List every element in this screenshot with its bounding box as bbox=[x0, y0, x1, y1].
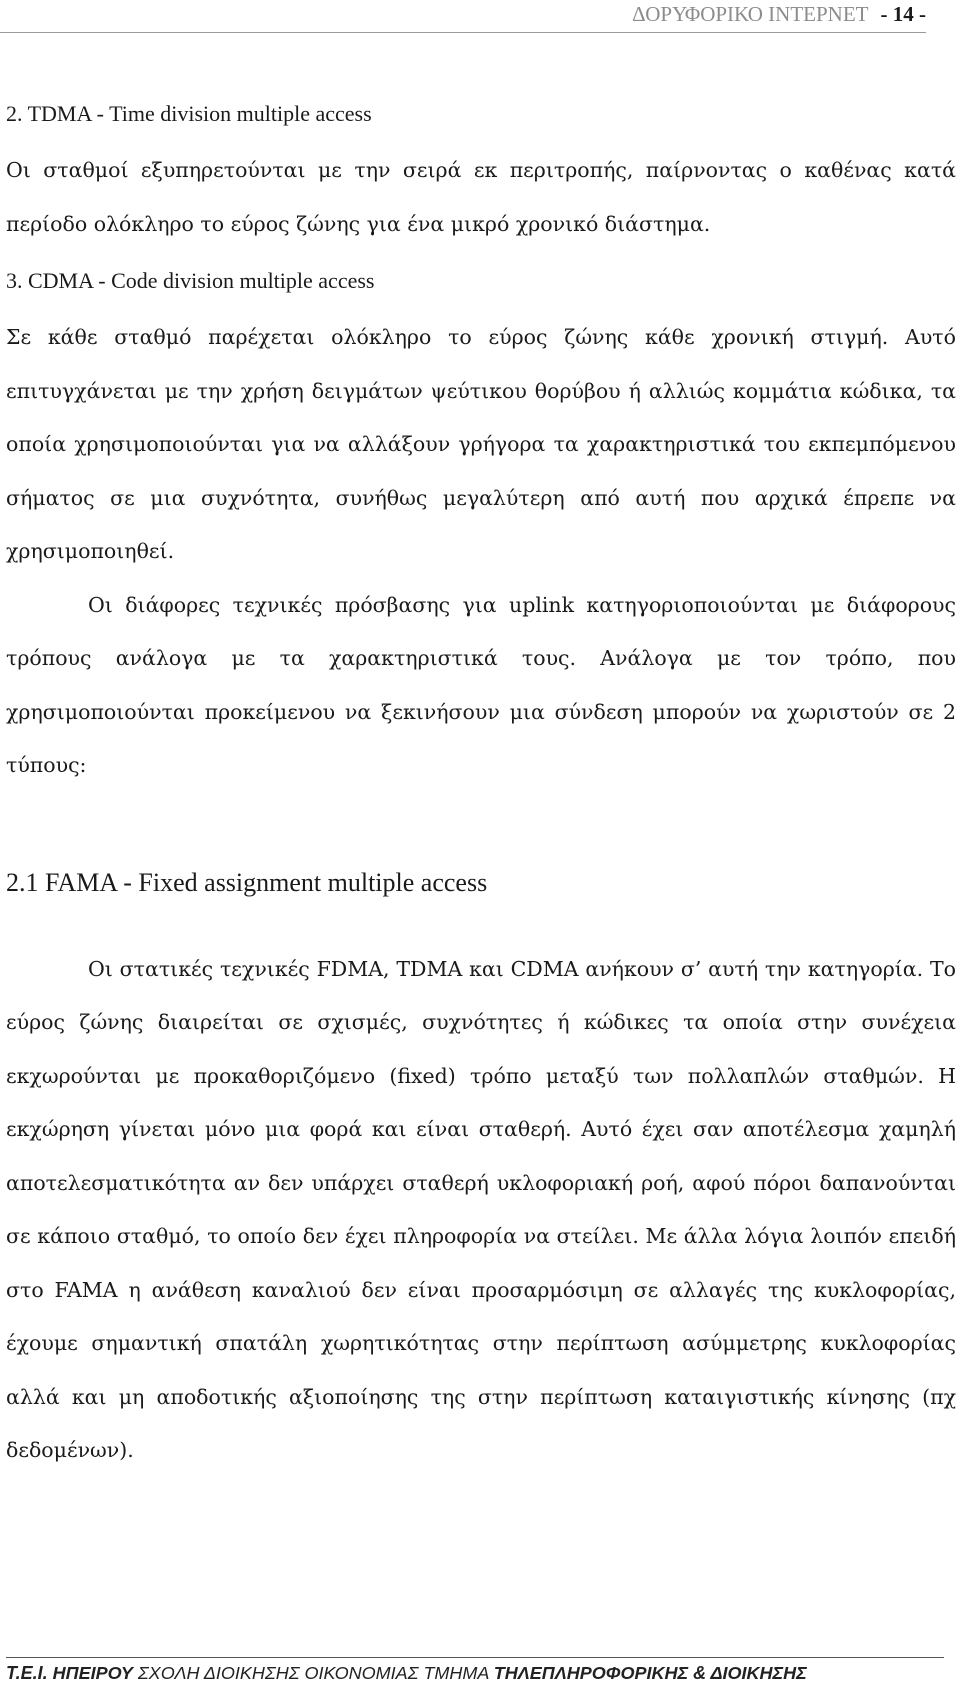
footer-divider bbox=[6, 1657, 944, 1658]
cdma-paragraph: Σε κάθε σταθμό παρέχεται ολόκληρο το εύρος ζώνης κάθε χρονική στιγμή. Αυτό επιτυγχάνεται με την χρήση δειγμάτων ψεύτικου θορύβου ή αλλιώς κομμάτια κώδικα, τα οποία χρησιμοποιούνται για να αλλάξουν γρήγορα τα χαρακτηριστικά του εκπεμπόμενου σήματος σε μια συχνότητα, συνήθως μεγαλύτερη από αυτή που αρχικά έπρεπε να χρησιμοποιηθεί. bbox=[6, 325, 956, 563]
tdma-paragraph: Οι σταθμοί εξυπηρετούνται με την σειρά εκ περιτροπής, παίρνοντας ο καθένας κατά περίοδο ολόκληρο το εύρος ζώνης για ένα μικρό χρονικό διάστημα. bbox=[6, 158, 956, 236]
fama-paragraph: Οι στατικές τεχνικές FDMA, TDMA και CDMA ανήκουν σ’ αυτή την κατηγορία. Το εύρος ζώνης διαιρείται σε σχισμές, συχνότητες ή κώδικες τα οποία στην συνέχεια εκχωρούνται με προκαθοριζόμενο (fixed) τρόπο μεταξύ των πολλαπλών σταθμών. Η εκχώρηση γίνεται μόνο μια φορά και είναι σταθερή. Αυτό έχει σαν αποτέλεσμα χαμηλή αποτελεσματικότητα αν δεν υπάρχει σταθερή υκλοφοριακή ροή, αφού πόροι δαπανούνται σε κάποιο σταθμό, το οποίο δεν έχει πληροφορία να στείλει. Με άλλα λόγια λοιπόν επειδή στο FAMA η ανάθεση καναλιού δεν είναι προσαρμόσιμη σε αλλαγές της κυκλοφορίας, έχουμε σημαντική σπατάλη χωρητικότητας στην περίπτωση ασύμμετρης κυκλοφορίας αλλά και μη αποδοτικής αξιοποίησης της στην περίπτωση καταιγιστικής κίνησης (πχ δεδομένων). bbox=[6, 956, 956, 1462]
page-footer bbox=[6, 1661, 944, 1685]
cdma-heading: 3. CDMA - Code division multiple access bbox=[6, 268, 375, 293]
fama-heading: 2.1 FAMA - Fixed assignment multiple access bbox=[6, 867, 488, 897]
tdma-heading: 2. TDMA - Time division multiple access bbox=[6, 101, 372, 126]
footer-school: ΣΧΟΛΗ ΔΙΟΙΚΗΣΗΣ ΟΙΚΟΝΟΜΙΑΣ ΤΜΗΜΑ bbox=[132, 1663, 494, 1683]
page-header bbox=[0, 0, 926, 33]
header-title: ΔΟΡΥΦΟΡΙΚΟ ΙΝΤΕΡΝΕΤ bbox=[632, 2, 869, 26]
page-body bbox=[6, 84, 956, 1478]
page-number: - 14 - bbox=[880, 2, 926, 26]
footer-department: ΤΗΛΕΠΛΗΡΟΦΟΡΙΚΗΣ & ΔΙΟΙΚΗΣΗΣ bbox=[493, 1663, 807, 1683]
footer-institution: T.E.I. ΗΠΕΙΡΟΥ bbox=[6, 1663, 133, 1683]
uplink-paragraph: Οι διάφορες τεχνικές πρόσβασης για uplink κατηγοριοποιούνται με διάφορους τρόπους ανάλογα με τα χαρακτηριστικά τους. Ανάλογα με τον τρόπο, που χρησιμοποιούνται προκείμενου να ξεκινήσουν μια σύνδεση μπορούν να χωριστούν σε 2 τύπους: bbox=[6, 592, 956, 777]
